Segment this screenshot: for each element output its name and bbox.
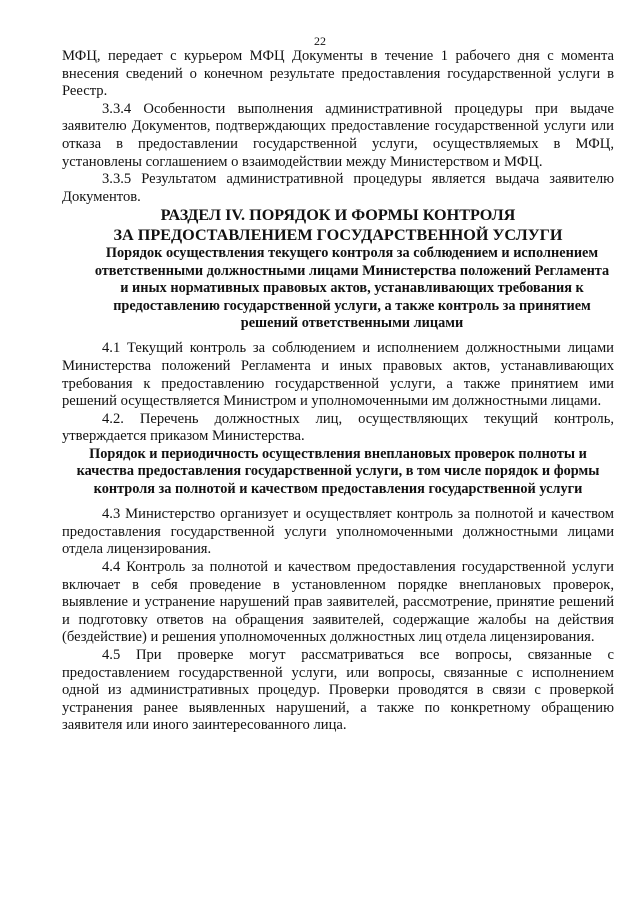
paragraph-4-3: 4.3 Министерство организует и осуществляет контроль за полнотой и качеством предоставления государственной услуги уполномоченными должностными лицами отдела лицензирования. [62,506,614,558]
paragraph-3-3-4: 3.3.4 Особенности выполнения административной процедуры при выдаче заявителю Документов, подтверждающих предоставление государственной услуги или отказа в предоставлении государственной услуги, осуществляемых в МФЦ, установлены соглашением о взаимодействии между Министерством и МФЦ. [62,100,614,170]
paragraph-4-4: 4.4 Контроль за полнотой и качеством предоставления государственной услуги включает в себя проведение в установленном порядке внеплановых проверок, выявление и устранение нарушений прав заявителей, рассмотрение, принятие решений и подготовку ответов на обращения заявителей, содержащие жалобы на действия (бездействие) и решения уполномоченных должностных лиц отдела лицензирования. [62,558,614,646]
paragraph-4-5: 4.5 При проверке могут рассматриваться все вопросы, связанные с предоставлением государственной услуги, или вопросы, связанные с исполнением одной из административных процедур. Проверки проводятся в связи с проверкой устранения ранее выявленных нарушений, а также по конкретному обращению заявителя или иного заинтересованного лица. [62,646,614,734]
paragraph-4-1: 4.1 Текущий контроль за соблюдением и исполнением должностными лицами Министерства положений Регламента и иных правовых актов, устанавливающих требования к предоставлению государственной услуги, а также принятием ими решений осуществляется Министром и уполномоченными им должностными лицами. [62,340,614,410]
subheading-unscheduled-inspections: Порядок и периодичность осуществления внеплановых проверок полноты и качества предоставления государственной услуги, в том числе порядок и формы контроля за полнотой и качеством предоставления государственной услуги [76,445,600,497]
paragraph-mfc-courier: МФЦ, передает с курьером МФЦ Документы в течение 1 рабочего дня с момента внесения сведений о конечном результате предоставления государственной услуги в Реестр. [62,48,614,100]
section-title [62,206,614,245]
paragraph-3-3-5: 3.3.5 Результатом административной процедуры является выдача заявителю Документов. [62,171,614,205]
paragraph-4-2: 4.2. Перечень должностных лиц, осуществляющих текущий контроль, утверждается приказом Министерства. [62,410,614,445]
section-title-text: РАЗДЕЛ IV. ПОРЯДОК И ФОРМЫ КОНТРОЛЯ ЗА ПРЕДОСТАВЛЕНИЕМ ГОСУДАРСТВЕННОЙ УСЛУГИ [113,206,563,244]
page-content [62,48,614,735]
page-number: 22 [314,34,326,48]
subheading-current-control: Порядок осуществления текущего контроля за соблюдением и исполнением ответственными должностными лицами Министерства положений Регламента и иных нормативных правовых актов, устанавливающих требования к предоставлению государственной услуги, а также контроль за принятием решений ответственными лицами [94,245,610,331]
